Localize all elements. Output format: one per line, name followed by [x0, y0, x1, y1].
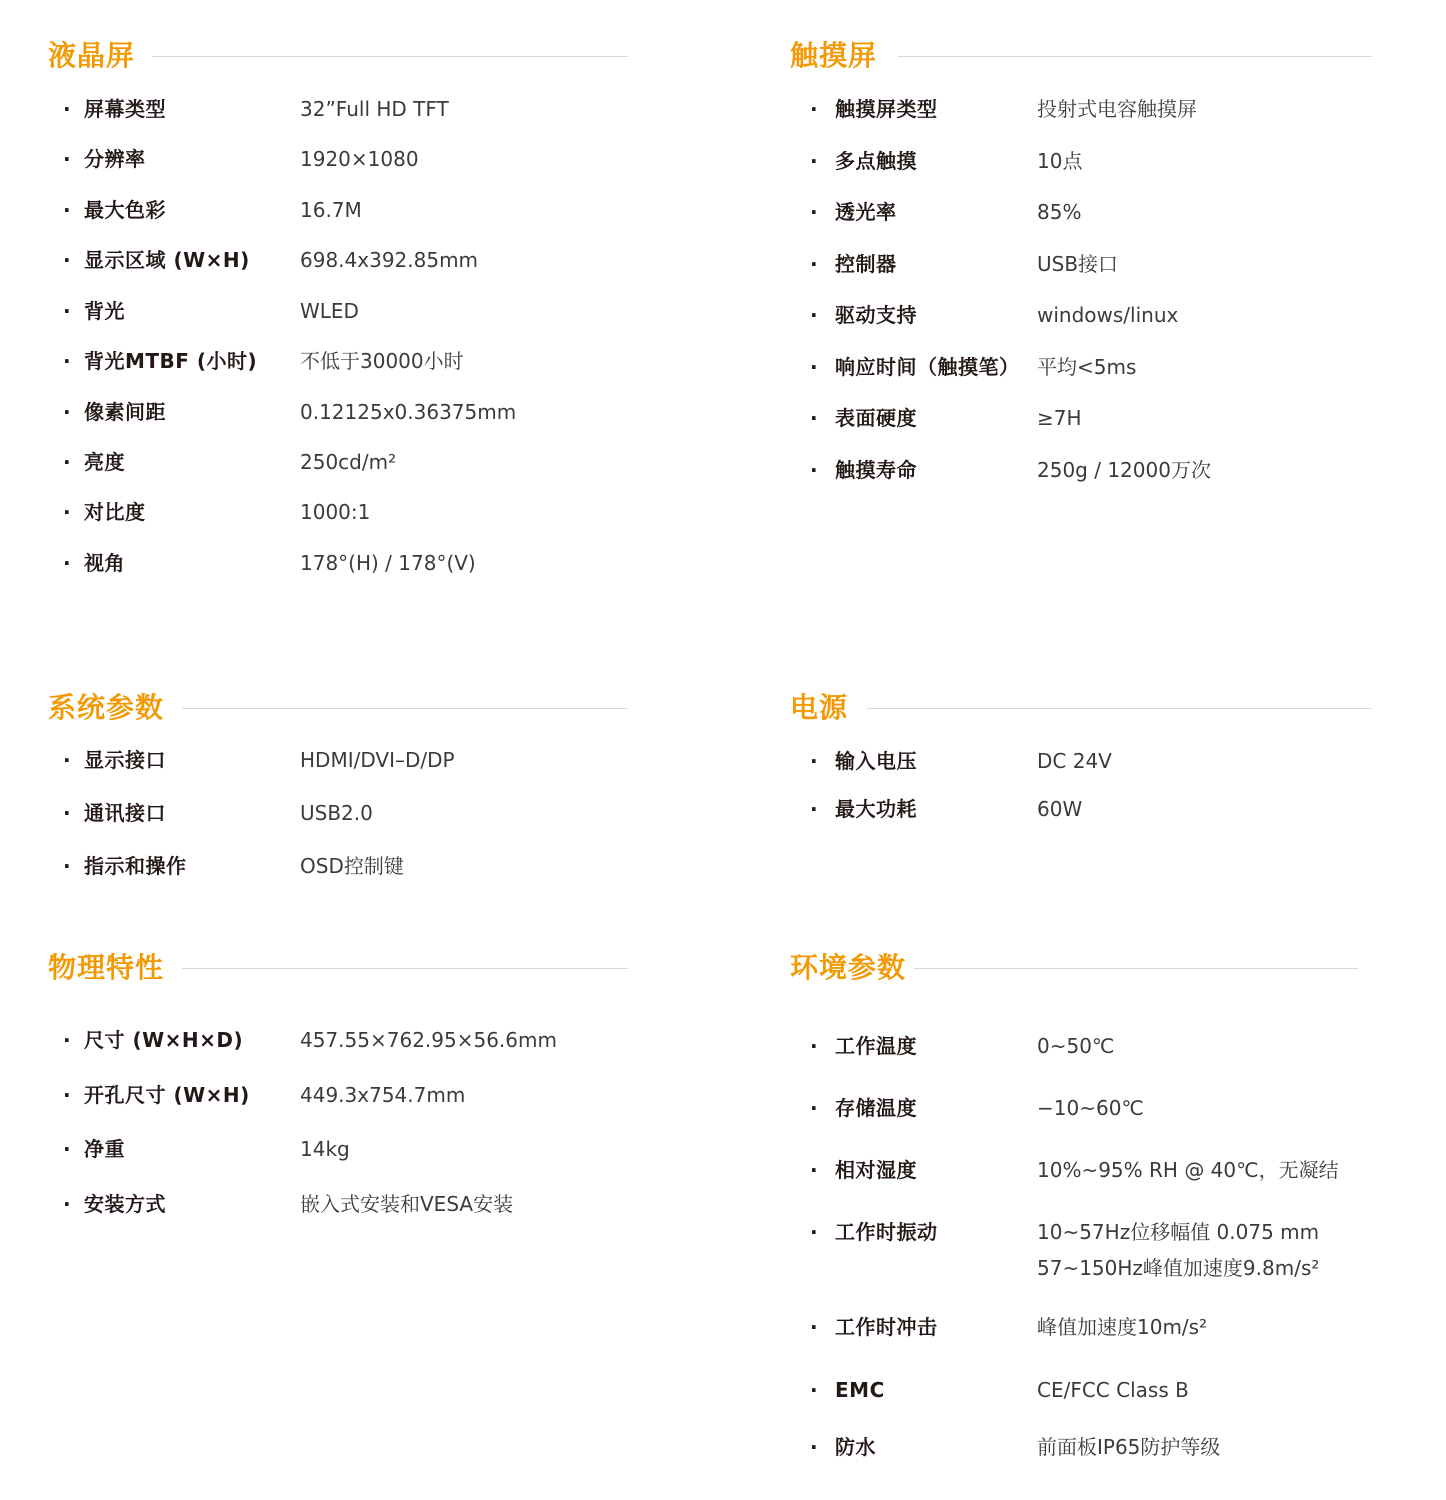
spec-value: 32”Full HD TFT — [300, 97, 449, 121]
section-touch — [790, 36, 1372, 496]
spec-value: 85% — [1037, 200, 1082, 224]
section-header — [790, 36, 1372, 76]
spec-value: 嵌入式安装和VESA安装 — [300, 1192, 514, 1216]
spec-value: WLED — [300, 299, 359, 323]
spec-label: 相对湿度 — [835, 1158, 917, 1182]
bullet-dot: · — [63, 147, 71, 171]
spec-label: 触摸寿命 — [835, 458, 917, 482]
spec-label: 工作时冲击 — [835, 1315, 938, 1339]
spec-label: 背光MTBF (小时) — [84, 349, 258, 373]
spec-value: 1920×1080 — [300, 147, 419, 171]
spec-label: 防水 — [835, 1435, 876, 1459]
section-title: 物理特性 — [48, 951, 165, 984]
bullet-dot: · — [810, 797, 818, 821]
bullet-dot: · — [63, 500, 71, 524]
bullet-dot: · — [63, 349, 71, 373]
section-environment — [790, 948, 1372, 1478]
spec-value: 0~50℃ — [1037, 1034, 1115, 1058]
spec-value: 峰值加速度10m/s² — [1037, 1315, 1208, 1339]
spec-value: 平均<5ms — [1037, 355, 1137, 379]
spec-value-line2: 57~150Hz峰值加速度9.8m/s² — [1037, 1256, 1320, 1280]
section-divider — [914, 968, 1358, 969]
spec-label: 控制器 — [835, 252, 897, 276]
spec-label: 存储温度 — [835, 1096, 917, 1120]
spec-label: 尺寸 (W×H×D) — [84, 1028, 244, 1052]
section-header — [48, 36, 628, 76]
bullet-dot: · — [63, 1137, 71, 1161]
spec-value: 10~57Hz位移幅值 0.075 mm — [1037, 1220, 1320, 1244]
section-power — [790, 688, 1372, 838]
bullet-dot: · — [810, 749, 818, 773]
spec-label: 指示和操作 — [84, 854, 187, 878]
bullet-dot: · — [810, 355, 818, 379]
bullet-dot: · — [810, 1315, 818, 1339]
bullet-dot: · — [810, 303, 818, 327]
spec-label: 透光率 — [835, 200, 897, 224]
spec-value: 1000:1 — [300, 500, 371, 524]
bullet-dot: · — [810, 1096, 818, 1120]
section-header — [790, 688, 1372, 728]
section-header — [48, 948, 628, 988]
section-title: 系统参数 — [48, 691, 165, 724]
bullet-dot: · — [63, 1028, 71, 1052]
spec-value: DC 24V — [1037, 749, 1112, 773]
spec-value: 178°(H) / 178°(V) — [300, 551, 476, 575]
spec-label: 多点触摸 — [835, 149, 917, 173]
spec-value: 457.55×762.95×56.6mm — [300, 1028, 557, 1052]
spec-label: 亮度 — [84, 450, 125, 474]
bullet-dot: · — [63, 1083, 71, 1107]
spec-label: 像素间距 — [84, 400, 166, 424]
section-divider — [867, 708, 1372, 709]
section-title: 液晶屏 — [48, 39, 136, 72]
spec-label: 对比度 — [84, 500, 146, 524]
spec-label: 响应时间（触摸笔） — [835, 355, 1020, 379]
spec-label: 驱动支持 — [835, 303, 917, 327]
spec-label: 显示区域 (W×H) — [84, 248, 250, 272]
spec-value: USB接口 — [1037, 252, 1119, 276]
spec-value: ≥7H — [1037, 406, 1082, 430]
spec-value: 投射式电容触摸屏 — [1037, 97, 1197, 121]
spec-value: HDMI/DVI–D/DP — [300, 748, 455, 772]
section-title: 触摸屏 — [790, 39, 878, 72]
spec-value: 14kg — [300, 1137, 350, 1161]
spec-label: 触摸屏类型 — [835, 97, 938, 121]
spec-value: 250cd/m² — [300, 450, 397, 474]
spec-value: 60W — [1037, 797, 1083, 821]
spec-label: 背光 — [84, 299, 125, 323]
section-divider — [152, 56, 628, 57]
spec-value: −10~60℃ — [1037, 1096, 1144, 1120]
spec-label: 安装方式 — [84, 1192, 166, 1216]
spec-value: 16.7M — [300, 198, 362, 222]
bullet-dot: · — [63, 1192, 71, 1216]
spec-value: 250g / 12000万次 — [1037, 458, 1211, 482]
section-header — [790, 948, 1372, 988]
bullet-dot: · — [63, 400, 71, 424]
section-divider — [182, 708, 628, 709]
bullet-dot: · — [810, 97, 818, 121]
section-title: 电源 — [790, 691, 849, 724]
spec-label: 显示接口 — [84, 748, 166, 772]
spec-value: windows/linux — [1037, 303, 1179, 327]
bullet-dot: · — [810, 1158, 818, 1182]
spec-value: OSD控制键 — [300, 854, 404, 878]
bullet-dot: · — [810, 200, 818, 224]
bullet-dot: · — [63, 551, 71, 575]
bullet-dot: · — [810, 1034, 818, 1058]
bullet-dot: · — [63, 854, 71, 878]
spec-label: 分辨率 — [84, 147, 146, 171]
spec-value: 449.3x754.7mm — [300, 1083, 466, 1107]
section-header — [48, 688, 628, 728]
spec-label: 表面硬度 — [835, 406, 917, 430]
bullet-dot: · — [810, 1435, 818, 1459]
spec-value: CE/FCC Class B — [1037, 1378, 1189, 1402]
spec-label: 工作时振动 — [835, 1220, 938, 1244]
spec-value: 不低于30000小时 — [300, 349, 464, 373]
spec-value: 10%~95% RH @ 40℃，无凝结 — [1037, 1158, 1339, 1182]
bullet-dot: · — [63, 299, 71, 323]
bullet-dot: · — [810, 1220, 818, 1244]
spec-value: USB2.0 — [300, 801, 373, 825]
section-system — [48, 688, 628, 888]
spec-value: 698.4x392.85mm — [300, 248, 479, 272]
spec-label: EMC — [835, 1378, 885, 1402]
bullet-dot: · — [810, 1378, 818, 1402]
bullet-dot: · — [810, 149, 818, 173]
section-divider — [182, 968, 628, 969]
spec-label: 通讯接口 — [84, 801, 166, 825]
spec-label: 净重 — [84, 1137, 125, 1161]
spec-label: 开孔尺寸 (W×H) — [84, 1083, 250, 1107]
bullet-dot: · — [810, 406, 818, 430]
bullet-dot: · — [810, 458, 818, 482]
section-physical — [48, 948, 628, 1228]
section-lcd — [48, 36, 628, 596]
section-title: 环境参数 — [790, 951, 907, 984]
spec-value: 10点 — [1037, 149, 1083, 173]
spec-value: 0.12125x0.36375mm — [300, 400, 517, 424]
bullet-dot: · — [63, 198, 71, 222]
bullet-dot: · — [63, 801, 71, 825]
bullet-dot: · — [63, 450, 71, 474]
spec-label: 视角 — [84, 551, 125, 575]
spec-label: 最大功耗 — [835, 797, 917, 821]
section-divider — [898, 56, 1372, 57]
spec-label: 工作温度 — [835, 1034, 917, 1058]
spec-label: 输入电压 — [835, 749, 917, 773]
spec-label: 最大色彩 — [84, 198, 166, 222]
bullet-dot: · — [810, 252, 818, 276]
spec-value: 前面板IP65防护等级 — [1037, 1435, 1221, 1459]
bullet-dot: · — [63, 97, 71, 121]
spec-label: 屏幕类型 — [84, 97, 166, 121]
bullet-dot: · — [63, 748, 71, 772]
bullet-dot: · — [63, 248, 71, 272]
